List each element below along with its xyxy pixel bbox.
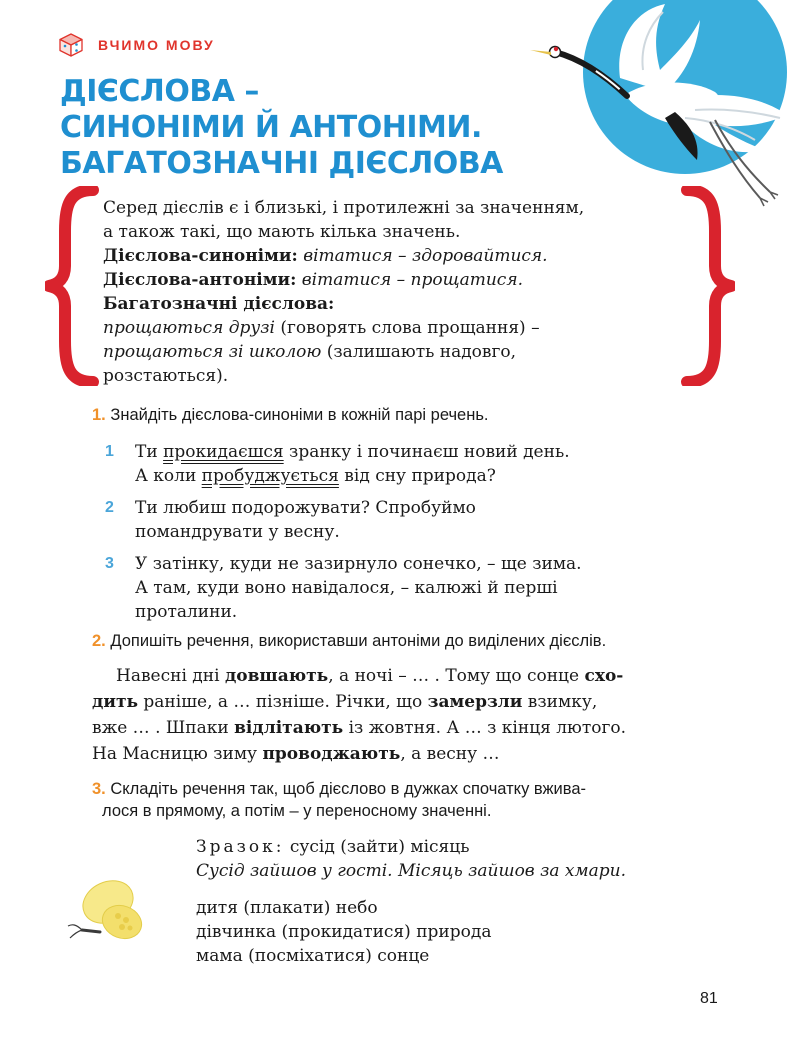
rule-polysemous [103, 292, 693, 316]
section-label [58, 30, 215, 60]
left-brace-icon [45, 186, 105, 386]
task-1-instruction [92, 404, 489, 426]
rule-line-1: Серед дієслів є і близькі, і протилежні за значенням, [103, 198, 585, 218]
highlighted-verb: дить [92, 692, 139, 712]
antonyms-label: Дієслова-антоніми [103, 270, 291, 290]
sample-words: сусід (зайти) місяць [289, 837, 470, 857]
rule-line-2: а також такі, що мають кілька значень. [103, 222, 461, 242]
word-item: дитя (плакати) небо [196, 898, 378, 918]
rule-example-1: прощаються друзі (говорять слова прощання) – [103, 318, 540, 338]
rule-antonyms: Дієслова-антоніми: вітатися – прощатися. [103, 270, 523, 290]
rule-text [103, 196, 693, 388]
task-3-number: 3. [92, 780, 106, 798]
word-item: дівчинка (прокидатися) природа [196, 922, 492, 942]
task-1-number: 1. [92, 406, 106, 424]
task-3-instruction: 3. Складіть речення так, щоб дієслово в дужках спочатку вжива- лося в прямому, а потім – у переносному значенні. [92, 780, 586, 820]
task-2-instruction [92, 630, 606, 652]
title-line-2: СИНОНІМИ Й АНТОНІМИ. [60, 110, 482, 145]
title-line-1: ДІЄСЛОВА – [60, 74, 259, 109]
highlighted-verb: схо- [584, 666, 624, 686]
butterfly-illustration [60, 872, 160, 952]
rule-synonyms: Дієслова-синоніми: вітатися – здоровайтися. [103, 246, 548, 266]
synonyms-label: Дієслова-синоніми [103, 246, 292, 266]
antonyms-example: вітатися – прощатися. [301, 270, 523, 290]
sample-block [196, 835, 736, 883]
cube-icon [58, 32, 84, 58]
sentence-item: 1 Ти прокидаєшся зранку і починаєш новий день. А коли пробуджується від сну природа? [105, 442, 570, 486]
sentence-item: 3 У затінку, куди не зазирнуло сонечко, – ще зима. А там, куди воно навідалося, – калюжі й перші проталини. [105, 554, 582, 622]
underlined-verb: пробуджується [201, 466, 339, 486]
page-title [60, 74, 580, 182]
section-label-text: ВЧИМО МОВУ [98, 37, 215, 53]
sample-label: Зразок: [196, 837, 285, 857]
highlighted-verb: замерзли [427, 692, 523, 712]
page-number: 81 [700, 990, 718, 1007]
word-item: мама (посміхатися) сонце [196, 946, 430, 966]
task-1-text: Знайдіть дієслова-синоніми в кожній парі речень. [110, 406, 489, 424]
title-line-3: БАГАТОЗНАЧНІ ДІЄСЛОВА [60, 146, 503, 181]
word-list [196, 896, 736, 968]
rule-example-2: прощаються зі школою (залишають надовго, [103, 342, 517, 362]
polysemous-label: Багатозначні дієслова: [103, 294, 335, 314]
rule-box [45, 186, 735, 386]
task-2-number: 2. [92, 632, 106, 650]
task-1-sentences [105, 440, 745, 632]
highlighted-verb: довшають [224, 666, 329, 686]
synonyms-example: вітатися – здоровайтися. [303, 246, 548, 266]
task-2-text: Допишіть речення, використавши антоніми до виділених дієслів. [110, 632, 607, 650]
task-2-paragraph: Навесні дні довшають, а ночі – … . Тому що сонце схо- дить раніше, а … пізніше. Річки, що замерзли взимку, вже … . Шпаки відлітають із жовтня. А … з кінця лютого. На Масницю зиму проводжають, а весну … [92, 666, 627, 764]
rule-example-2-end: розстаються). [103, 366, 229, 386]
sentence-item: 2 Ти любиш подорожувати? Спробуймо помандрувати у весну. [105, 498, 476, 542]
crane-illustration [525, 0, 795, 210]
sample-sentence: Сусід зайшов у гості. Місяць зайшов за хмари. [196, 861, 626, 881]
highlighted-verb: проводжають [262, 744, 401, 764]
underlined-verb: прокидаєшся [163, 442, 284, 462]
highlighted-verb: відлітають [234, 718, 344, 738]
